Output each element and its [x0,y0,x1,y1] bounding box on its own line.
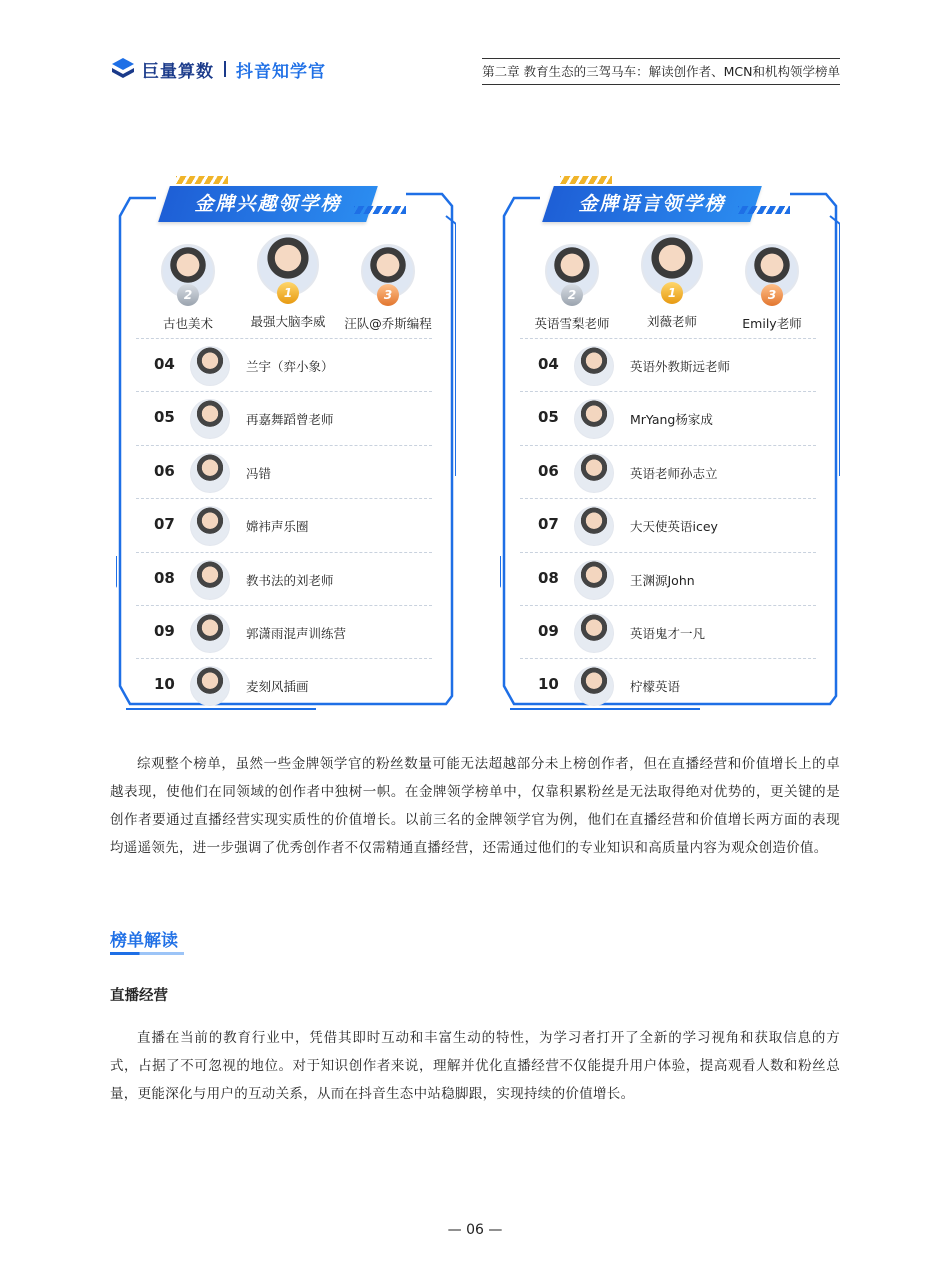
creator-name: 英语雪梨老师 [534,316,610,331]
rank-number: 10 [538,675,559,694]
subheading: 直播经营 [110,988,168,1004]
card-title-banner [158,186,378,222]
title-decoration [560,176,612,184]
avatar [190,453,230,493]
creator-name: 再嘉舞蹈曾老师 [246,412,334,428]
section-title: 榜单解读 [110,931,178,951]
title-decoration [176,176,228,184]
rank-list [520,338,816,712]
rank-number: 07 [538,515,559,534]
creator-name: 郭潇雨混声训练营 [246,625,347,641]
creator-name: 嫦袆声乐圈 [246,519,309,535]
page-header [110,52,840,86]
rank-number: 04 [154,355,175,373]
rank-number: 05 [538,408,559,427]
title-decoration [354,206,406,214]
creator-name: 最强大脑李威 [250,314,326,329]
rank-number: 04 [538,355,559,373]
rank-number: 09 [154,621,175,640]
creator-name: Emily老师 [742,316,802,331]
gold-medal-icon: 1 [277,282,299,304]
list-item [520,552,816,605]
card-title: 金牌语言领学榜 [578,193,726,215]
avatar [161,244,215,302]
creator-name: 大天使英语icey [630,519,718,535]
top3-podium [138,234,438,334]
avatar [574,613,614,653]
list-item [520,445,816,498]
creator-name: 刘薇老师 [646,314,697,329]
avatar [745,244,799,302]
creator-name: 英语外教斯远老师 [630,359,731,374]
creator-name: 柠檬英语 [630,679,681,695]
rank-number: 08 [154,568,175,587]
interest-rank-card [116,176,456,712]
top3-podium [522,234,822,334]
list-item [520,338,816,391]
bronze-medal-icon: 3 [377,284,399,306]
avatar [190,506,230,546]
avatar [574,666,614,706]
avatar [574,560,614,600]
rank-2-entry [138,244,238,332]
creator-name: MrYang杨家成 [630,412,713,428]
creator-name: 冯错 [246,465,272,481]
list-item [136,338,432,391]
silver-medal-icon: 2 [177,284,199,306]
section-underline [110,952,184,955]
rank-number: 06 [538,461,559,480]
summary-paragraph: 综观整个榜单，虽然一些金牌领学官的粉丝数量可能无法超越部分未上榜创作者，但在直播经营和价值增长上的卓越表现，使他们在同领域的创作者中独树一帜。在金牌领学榜单中，仅靠积累粉丝是无法取得绝对优势的，更关键的是创作者要通过直播经营实现实质性的价值增长。以前三名的金牌领学官为例，他们在直播经营和价值增长两方面的表现均遥遥领先，进一步强调了优秀创作者不仅需精通直播经营，还需通过他们的专业知识和高质量内容为观众创造价值。 [110,756,840,856]
list-item [136,445,432,498]
language-rank-card [500,176,840,712]
chapter-title: 第二章 教育生态的三驾马车：解读创作者、MCN和机构领学榜单 [482,58,840,85]
list-item [520,658,816,711]
brand-logo-icon [110,56,136,82]
rank-number: 10 [154,675,175,694]
creator-name: 教书法的刘老师 [246,572,334,588]
creator-name: 麦刻风插画 [246,679,309,695]
rank-number: 06 [154,461,175,480]
page-number: — 06 — [447,1222,503,1238]
creator-name: 王渊源John [630,572,695,588]
card-title-banner [542,186,762,222]
list-item [136,552,432,605]
card-title: 金牌兴趣领学榜 [194,193,342,215]
rank-number: 08 [538,568,559,587]
avatar [190,560,230,600]
list-item [520,391,816,444]
avatar [641,234,703,300]
avatar [190,346,230,386]
creator-name: 汪队@乔斯编程 [344,316,432,331]
list-item [136,391,432,444]
rank-3-entry [722,244,822,332]
avatar [190,613,230,653]
rank-2-entry [522,244,622,332]
creator-name: 古也美术 [162,316,213,331]
avatar [190,666,230,706]
brand-logo [110,56,326,82]
creator-name: 兰宇（弈小象） [246,359,334,374]
rank-1-entry [238,234,338,330]
list-item [136,605,432,658]
rank-number: 07 [154,515,175,534]
avatar [361,244,415,302]
brand-divider [224,61,226,77]
rank-list [136,338,432,712]
avatar [574,346,614,386]
avatar [257,234,319,300]
creator-name: 英语鬼才一凡 [630,625,706,641]
avatar [574,506,614,546]
brand-name-primary: 巨量算数 [142,61,214,82]
avatar [574,399,614,439]
title-decoration [738,206,790,214]
avatar [545,244,599,302]
avatar [574,453,614,493]
rank-1-entry [622,234,722,330]
list-item [136,658,432,711]
silver-medal-icon: 2 [561,284,583,306]
list-item [520,498,816,551]
creator-name: 英语老师孙志立 [630,465,718,481]
bronze-medal-icon: 3 [761,284,783,306]
live-streaming-paragraph: 直播在当前的教育行业中，凭借其即时互动和丰富生动的特性，为学习者打开了全新的学习视角和获取信息的方式，占据了不可忽视的地位。对于知识创作者来说，理解并优化直播经营不仅能提升用户体验，提高观看人数和粉丝总量，更能深化与用户的互动关系，从而在抖音生态中站稳脚跟，实现持续的价值增长。 [110,1030,840,1102]
gold-medal-icon: 1 [661,282,683,304]
avatar [190,399,230,439]
list-item [136,498,432,551]
rank-3-entry [338,244,438,332]
rank-number: 05 [154,408,175,427]
brand-name-secondary: 抖音知学官 [236,61,326,82]
rank-number: 09 [538,621,559,640]
list-item [520,605,816,658]
